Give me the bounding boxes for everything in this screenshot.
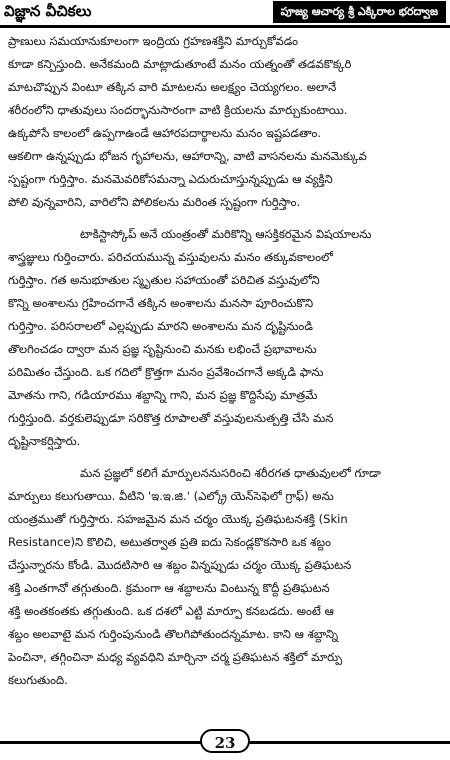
text-line: కూడా కన్పిస్తుంది. అనేకమంది మాట్లాడుతూంటే మనం యత్నంతో తడవకొక్కరి [8, 57, 352, 71]
text-line: శాస్త్రజ్ఞులు గుర్తించారు. పరిచయమున్న వస్తువులను మనం తక్కువకాలంలో [8, 250, 333, 264]
author-banner: పూజ్య ఆచార్య శ్రీ ఎక్కిరాల భరద్వాజ [273, 1, 446, 23]
text-line: గుర్తిస్తుంది. వర్తకులెప్పుడూ సరికొత్త రూపాలతో వస్తువులనుత్పత్తి చేసి మన [8, 411, 334, 425]
text-line: కలుగుతుంది. [8, 673, 68, 687]
text-line: శక్తి అంతకంతకు తగ్గుతుంది. ఒక దశలో ఎట్టి మార్పూ కనబడదు. అంటే ఆ [8, 604, 334, 618]
text-line: శబ్దం అలవాటై మన గుర్తింపునుండి తొలగిపోతుందన్నమాట. కాని ఆ శబ్దాన్ని [8, 627, 339, 641]
page-header [0, 0, 450, 28]
text-line: చేస్తున్నారను కోండి. మొదటిసారి ఆ శబ్దం విన్నప్పుడు చర్మం యొక్క ప్రతిఘటన [8, 558, 352, 572]
text-line: మార్పులు కలుగుతాయి. వీటిని 'ఇ.ఇ.జి.' (ఎల్క్రో యెన్‌సెఫెలో గ్రాఫ్) అను [8, 489, 334, 503]
text-line: యంత్రముతో గుర్తిస్తారు. సహజమైన మన చర్మం యొక్క ప్రతిఘటనశక్తి (Skin [8, 512, 348, 526]
text-line: మోతను గాని, గడియారము శబ్దాన్ని గాని, మన ప్రజ్ఞ కొద్దిసేపు మాత్రమే [8, 388, 318, 402]
text-line: స్పష్టంగా గుర్తిస్తాం. మనమెవరికోసమన్నా ఎదురుచూస్తున్నప్పుడు ఆ వ్యక్తిని [8, 172, 333, 186]
paragraph-2 [0, 223, 450, 453]
paragraph-1 [0, 30, 450, 214]
text-line: పరిమితం చేస్తుంది. ఒక గదిలో క్రొత్తగా మనం ప్రవేశించగానే అక్కడి ఫాను [8, 365, 324, 379]
text-line: గుర్తిస్తాం. పరిసరాలలో ఎల్లప్పుడు మారని అంశాలను మన దృష్టినుండి [8, 319, 313, 333]
text-line: శరీరంలోని ధాతువులు సందర్భానుసారంగా వాటి క్రియలను మార్చుకుంటాయి. [8, 103, 348, 117]
page-footer [0, 728, 450, 756]
text-line: పోలి వున్నవారిని, వారిలోని పోలికలను మరింత స్పష్టంగా గుర్తిస్తాం. [8, 195, 301, 209]
paragraph-gap [0, 214, 450, 223]
header-rule [0, 25, 450, 28]
text-line: టాకిస్టాస్కోప్ అనే యంత్రంతో మరికొన్ని ఆసక్తికరమైన విషయాలను [80, 227, 372, 241]
book-title: విజ్ఞాన వీచికలు [4, 2, 92, 20]
text-line: మాటచొప్పున వింటూ తక్కిన వారి మాటలను అలక్ష్యం చెయ్యగలం. అలానే [8, 80, 337, 94]
page-body [0, 30, 450, 720]
text-line: గుర్తిస్తాం. గత అనుభూతుల స్మృతుల సహాయంతో పరిచిత వస్తువులోని [8, 273, 320, 287]
text-line: దృష్టినాకర్షిస్తారు. [8, 434, 81, 448]
text-line: ఉక్కపోసే కాలంలో ఉప్పగాఉండే ఆహారపదార్థాలను మనం ఇష్టపడతాం. [8, 126, 322, 140]
text-line: పెంచినా, తగ్గించినా మధ్య వ్యవధిని మార్చినా చర్మ ప్రతిఘటన శక్తిలో మార్పు [8, 650, 343, 664]
page-number: 23 [200, 729, 250, 753]
text-line: ఆకలిగా ఉన్నప్పుడు భోజన గృహాలను, ఆహారాన్ని, వాటి వాసనలను మనమెక్కువ [8, 149, 367, 163]
text-line: Resistance)ని కొలిచి, అటుతర్వాత ప్రతి ఐదు సెకండ్లకొకసారి ఒక శబ్దం [8, 535, 331, 549]
text-line: ప్రాణులు సమయానుకూలంగా ఇంద్రియ గ్రహణశక్తిని మార్చుకోవడం [8, 34, 299, 48]
text-line: మన ప్రజ్ఞలో కలిగే మార్పులననుసరించి శరీరగత ధాతువులలో గూడా [80, 466, 381, 480]
text-line: కొన్ని అంశాలను గ్రహించగానే తక్కిన అంశాలను మనసా పూరించుకొని [8, 296, 314, 310]
text-line: తొలగించడం ద్వారా మన ప్రజ్ఞ సృష్టినుంచి మనకు లభించే ప్రభావాలను [8, 342, 317, 356]
paragraph-3 [0, 462, 450, 692]
paragraph-gap [0, 453, 450, 462]
text-line: శక్తి ఎంతగానో తగ్గుతుంది. క్రమంగా ఆ శబ్దాలను వింటున్న కొద్దీ ప్రతిఘటన [8, 581, 330, 595]
